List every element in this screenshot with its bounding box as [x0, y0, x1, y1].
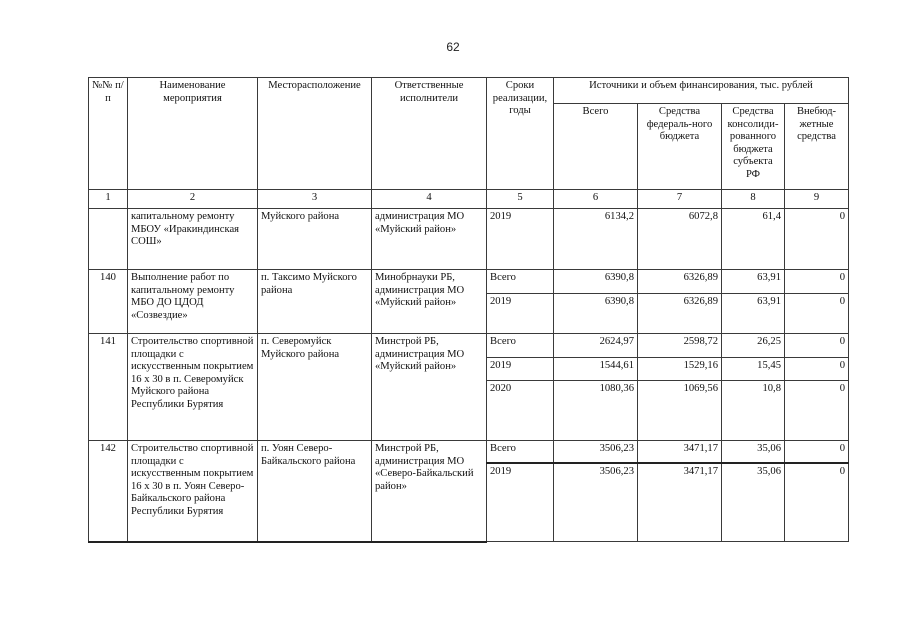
- row-name: капитальному ремонту МБОУ «Иракиндинская СОШ»: [128, 209, 258, 270]
- page-number: 62: [446, 40, 460, 54]
- row-period: Всего: [487, 334, 554, 358]
- row-consolidated: 35,06: [722, 463, 785, 542]
- row-federal: 6072,8: [638, 209, 722, 270]
- row-extra: 0: [785, 381, 849, 441]
- column-numbers-row: [89, 190, 849, 209]
- row-total: 3506,23: [554, 441, 638, 463]
- row-consolidated: 63,91: [722, 294, 785, 334]
- table-row: [89, 270, 849, 294]
- header-num: №№ п/п: [89, 78, 128, 190]
- row-number: 141: [89, 334, 128, 441]
- row-responsible: Минстрой РБ, администрация МО «Муйский район»: [372, 334, 487, 441]
- row-total: 1080,36: [554, 381, 638, 441]
- column-number: 8: [722, 190, 785, 209]
- row-federal: 6326,89: [638, 270, 722, 294]
- row-period: 2019: [487, 209, 554, 270]
- row-number: [89, 209, 128, 270]
- row-location: п. Северомуйск Муйского района: [258, 334, 372, 441]
- row-total: 6390,8: [554, 294, 638, 334]
- row-total: 1544,61: [554, 358, 638, 381]
- row-period: Всего: [487, 441, 554, 463]
- table-header: [89, 78, 849, 209]
- header-location: Месторасположение: [258, 78, 372, 190]
- row-name: Выполнение работ по капитальному ремонту МБО ДО ЦДОД «Созвездие»: [128, 270, 258, 334]
- row-extra: 0: [785, 441, 849, 463]
- header-responsible: Ответственные исполнители: [372, 78, 487, 190]
- header-period: Сроки реализации, годы: [487, 78, 554, 190]
- column-number: 6: [554, 190, 638, 209]
- row-name: Строительство спортивной площадки с искусственным покрытием 16 х 30 в п. Уоян Северо-Байкальского района Республики Бурятия: [128, 441, 258, 542]
- header-federal: Средства федераль-ного бюджета: [638, 104, 722, 190]
- row-total: 3506,23: [554, 463, 638, 542]
- row-number: 140: [89, 270, 128, 334]
- row-location: п. Таксимо Муйского района: [258, 270, 372, 334]
- header-financing: Источники и объем финансирования, тыс. рублей: [554, 78, 849, 104]
- row-period: 2019: [487, 358, 554, 381]
- header-name: Наименование мероприятия: [128, 78, 258, 190]
- row-consolidated: 63,91: [722, 270, 785, 294]
- column-number: 5: [487, 190, 554, 209]
- column-number: 2: [128, 190, 258, 209]
- row-extra: 0: [785, 358, 849, 381]
- row-total: 6134,2: [554, 209, 638, 270]
- header-consolidated: Средства консолиди-рованного бюджета субъекта РФ: [722, 104, 785, 190]
- row-responsible: администрация МО «Муйский район»: [372, 209, 487, 270]
- table-body: [89, 209, 849, 542]
- header-total: Всего: [554, 104, 638, 190]
- row-period: 2020: [487, 381, 554, 441]
- row-federal: 2598,72: [638, 334, 722, 358]
- row-extra: 0: [785, 334, 849, 358]
- column-number: 9: [785, 190, 849, 209]
- row-extra: 0: [785, 294, 849, 334]
- row-consolidated: 10,8: [722, 381, 785, 441]
- row-number: 142: [89, 441, 128, 542]
- row-extra: 0: [785, 463, 849, 542]
- column-number: 1: [89, 190, 128, 209]
- row-total: 2624,97: [554, 334, 638, 358]
- row-federal: 6326,89: [638, 294, 722, 334]
- row-period: Всего: [487, 270, 554, 294]
- column-number: 3: [258, 190, 372, 209]
- row-extra: 0: [785, 270, 849, 294]
- header-extra: Внебюд-жетные средства: [785, 104, 849, 190]
- column-number: 4: [372, 190, 487, 209]
- row-federal: 3471,17: [638, 463, 722, 542]
- row-consolidated: 61,4: [722, 209, 785, 270]
- row-federal: 3471,17: [638, 441, 722, 463]
- row-location: Муйского района: [258, 209, 372, 270]
- row-responsible: Минстрой РБ, администрация МО «Северо-Байкальский район»: [372, 441, 487, 542]
- table-row: [89, 441, 849, 463]
- row-federal: 1069,56: [638, 381, 722, 441]
- row-consolidated: 35,06: [722, 441, 785, 463]
- row-period: 2019: [487, 463, 554, 542]
- financing-table: [88, 77, 849, 543]
- row-name: Строительство спортивной площадки с искусственным покрытием 16 х 30 в п. Северомуйск Муйского района Республики Бурятия: [128, 334, 258, 441]
- row-total: 6390,8: [554, 270, 638, 294]
- table-row: [89, 334, 849, 358]
- row-responsible: Минобрнауки РБ, администрация МО «Муйский район»: [372, 270, 487, 334]
- row-extra: 0: [785, 209, 849, 270]
- table-row: [89, 209, 849, 270]
- row-consolidated: 26,25: [722, 334, 785, 358]
- row-location: п. Уоян Северо-Байкальского района: [258, 441, 372, 542]
- row-period: 2019: [487, 294, 554, 334]
- column-number: 7: [638, 190, 722, 209]
- row-consolidated: 15,45: [722, 358, 785, 381]
- row-federal: 1529,16: [638, 358, 722, 381]
